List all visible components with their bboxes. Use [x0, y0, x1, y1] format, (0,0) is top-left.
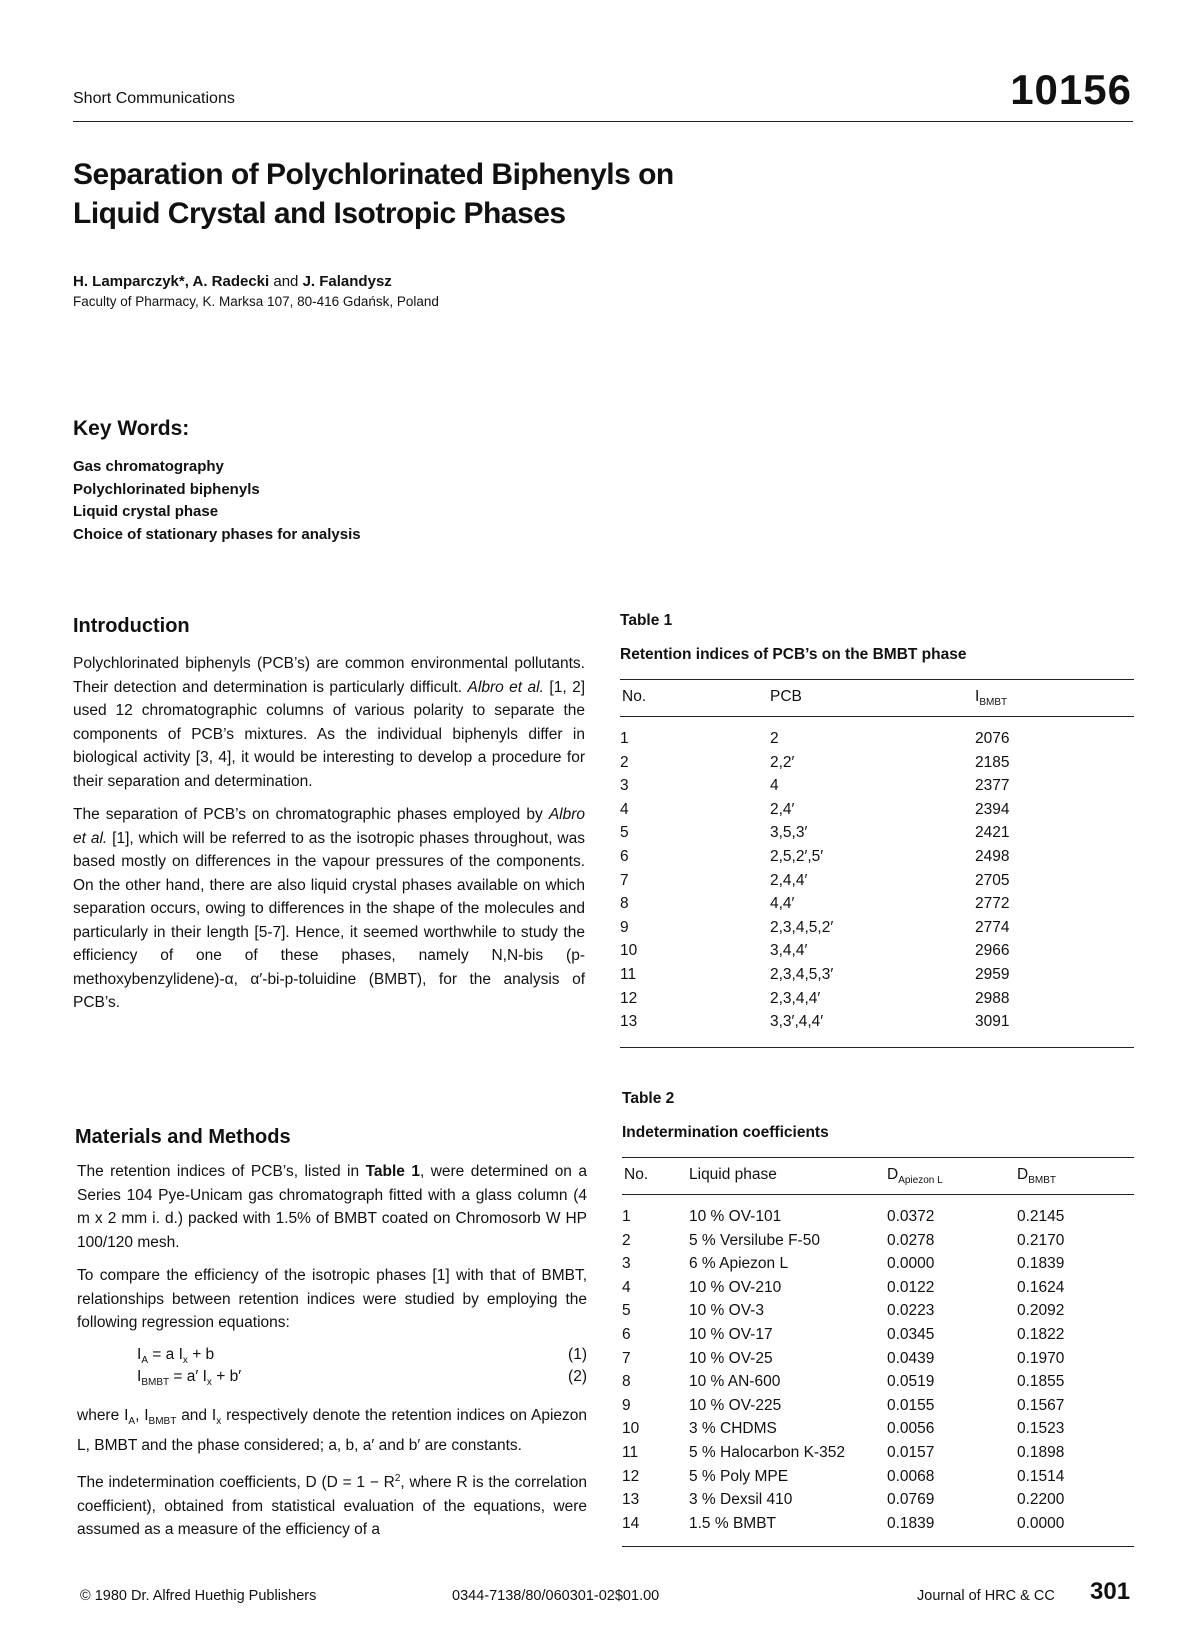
table1-row	[620, 751, 1095, 775]
table-cell: 0.0068	[887, 1467, 935, 1485]
table1-row	[620, 939, 1095, 963]
title-line-2: Liquid Crystal and Isotropic Phases	[73, 197, 566, 230]
table-cell: 0.1855	[1017, 1373, 1065, 1391]
table1-row	[620, 845, 1095, 869]
table1-row	[620, 916, 1095, 940]
table1-header-rule	[620, 716, 1134, 717]
affiliation: Faculty of Pharmacy, K. Marksa 107, 80-416 Gdańsk, Poland	[73, 294, 439, 309]
table-cell: 10 % OV-17	[689, 1325, 773, 1343]
table-cell: 0.0000	[1017, 1514, 1065, 1532]
table-cell: 0.0769	[887, 1491, 935, 1509]
table-cell: 5 % Poly MPE	[689, 1467, 789, 1485]
table-cell: 0.1839	[887, 1514, 935, 1532]
table1-col-pcb: PCB	[770, 688, 802, 705]
table-cell: 12	[622, 1467, 640, 1485]
table-cell: 2966	[975, 942, 1010, 960]
table-cell: 10 % OV-225	[689, 1396, 782, 1414]
table2-row	[622, 1229, 1117, 1253]
table-cell: 0.1970	[1017, 1349, 1065, 1367]
keyword-item: Gas chromatography	[73, 458, 224, 475]
table1-row	[620, 892, 1095, 916]
equation-2	[137, 1366, 587, 1394]
table2-col-dbmbt: $D_{BMBT}$	[1017, 1166, 1056, 1187]
table2-row	[622, 1417, 1117, 1441]
intro-paragraph-2: The separation of PCB’s on chromatographic phases employed by Albro et al. [1], which will be referred to as the isotropic phases throughout, was based mostly on differences in the vapour pressures of the components. On the other hand, there are also liquid crystal phases available on which separation occurs, owing to differences in the shape of the molecules and particularly in their length [5-7]. Hence, it seemed worthwhile to study the efficiency of one of these phases, namely N,N-bis (p-methoxybenzylidene)-α, α′-bi-p-toluidine (BMBT), for the analysis of PCB’s.	[73, 806, 585, 1011]
table2-row	[622, 1323, 1117, 1347]
table-cell: 10 % OV-3	[689, 1302, 764, 1320]
table1-row	[620, 987, 1095, 1011]
table-cell: 0.1567	[1017, 1396, 1065, 1414]
keyword-item: Polychlorinated biphenyls	[73, 480, 260, 498]
table1-bottom-rule	[620, 1047, 1134, 1048]
table2-row	[622, 1394, 1117, 1418]
methods-paragraph-4: The indetermination coefficients, D ($D = 1 - R^2$, where R is the correlation coefficient), obtained from statistical evaluation of the equations, were assumed as a measure of the efficiency of a	[77, 1473, 588, 1539]
footer-journal: Journal of HRC & CC	[917, 1588, 1055, 1604]
table-cell: 7	[622, 1349, 631, 1367]
table-cell: 5 % Versilube F-50	[689, 1231, 820, 1249]
table-cell: 0.2170	[1017, 1231, 1065, 1249]
equation-1-number: (1)	[568, 1346, 587, 1363]
table1-row	[620, 1010, 1095, 1034]
methods-body-cont	[77, 1404, 587, 1552]
table2-col-dapiezon: $D_{Apiezon L}$	[887, 1166, 943, 1187]
table-cell: 13	[620, 1013, 638, 1031]
table1-caption: Retention indices of PCB’s on the BMBT phase	[620, 646, 967, 663]
table-cell: 0.0056	[887, 1420, 935, 1438]
table-cell: 4	[770, 777, 779, 795]
keywords-list	[73, 456, 361, 546]
table-cell: 2076	[975, 730, 1010, 747]
equation-2-expr: $I_{BMBT} = a'$ $I_x + b'$	[137, 1368, 242, 1389]
table2-row	[622, 1276, 1117, 1300]
table-cell: 11	[622, 1443, 639, 1461]
table-cell: 3 % CHDMS	[689, 1420, 777, 1438]
table-cell: 2774	[975, 918, 1010, 936]
table1-row	[620, 774, 1095, 798]
authors	[73, 273, 392, 290]
table2-row	[622, 1465, 1117, 1489]
table-cell: 7	[620, 871, 629, 889]
table-cell: 0.0000	[887, 1255, 935, 1273]
table1-row	[620, 869, 1095, 893]
table-cell: 3,4,4′	[770, 942, 808, 960]
table-cell: 0.0345	[887, 1325, 935, 1343]
table-cell: 2,3,4,4′	[770, 989, 821, 1007]
table-cell: 2,2′	[770, 753, 795, 771]
table-cell: 2,3,4,5,3′	[770, 965, 834, 983]
methods-paragraph-1: The retention indices of PCB’s, listed in Table 1, were determined on a Series 104 Pye-Unicam gas chromatograph fitted with a glass column (4 m x 2 mm i. d.) packed with 1.5% of BMBT coated on Chromosorb W HP 100/120 mesh.	[77, 1163, 587, 1251]
author-group-2: J. Falandysz	[302, 273, 392, 290]
table-cell: 10 % OV-25	[689, 1349, 773, 1367]
footer-code: 0344-7138/80/060301-02$01.00	[452, 1588, 660, 1604]
table-cell: 3 % Dexsil 410	[689, 1491, 793, 1509]
table-cell: 3	[620, 777, 629, 795]
table-cell: 3,5,3′	[770, 824, 808, 842]
table-cell: 2705	[975, 871, 1010, 889]
table2-row	[622, 1347, 1117, 1371]
table-cell: 0.0155	[887, 1396, 935, 1414]
table-cell: 0.0278	[887, 1231, 935, 1249]
table-cell: 9	[622, 1396, 631, 1414]
table2-row	[622, 1441, 1117, 1465]
table-cell: 2394	[975, 800, 1010, 818]
table-cell: 4	[620, 800, 629, 818]
article-number: 10156	[1010, 66, 1132, 113]
methods-paragraph-2: To compare the efficiency of the isotropic phases [1] with that of BMBT, relationships between retention indices were studied by employing the following regression equations:	[77, 1267, 587, 1331]
table-cell: 2,5,2′,5′	[770, 847, 824, 865]
table-cell: 12	[620, 989, 638, 1007]
table2-caption: Indetermination coefficients	[622, 1124, 829, 1141]
table1-row	[620, 821, 1095, 845]
table-cell: 0.1523	[1017, 1420, 1065, 1438]
page-number: 301	[1090, 1578, 1131, 1605]
table-cell: 5 % Halocarbon K-352	[689, 1443, 845, 1461]
table2-col-no: No.	[624, 1166, 649, 1183]
table-cell: 0.0223	[887, 1302, 935, 1320]
table-cell: 14	[622, 1514, 640, 1532]
table-cell: 0.2145	[1017, 1208, 1065, 1225]
table-cell: 6	[620, 847, 629, 865]
methods-paragraph-3: where $I_A$, $I_{BMBT}$ and $I_x$ respectively denote the retention indices on Apiezon L, BMBT and the phase considered; a, b, a′ and b′ are constants.	[77, 1407, 588, 1454]
article-title	[73, 155, 873, 233]
table-cell: 10 % AN-600	[689, 1373, 781, 1391]
authors-and: and	[273, 273, 299, 290]
table-cell: 3,3′,4,4′	[770, 1013, 824, 1031]
table-cell: 0.0157	[887, 1443, 935, 1461]
table-cell: 2	[620, 753, 629, 771]
table-cell: 2,4′	[770, 800, 795, 818]
table1-top-rule	[620, 679, 1134, 680]
table1-col-no: No.	[622, 688, 647, 705]
table-cell: 0.1624	[1017, 1278, 1065, 1296]
table-cell: 10 % OV-101	[689, 1208, 782, 1225]
table-cell: 0.1822	[1017, 1325, 1065, 1343]
keyword-item: Choice of stationary phases for analysis	[73, 525, 361, 543]
running-header-section: Short Communications	[73, 90, 235, 107]
table-cell: 2959	[975, 965, 1010, 983]
table-cell: 0.0372	[887, 1208, 935, 1225]
table-cell: 4,4′	[770, 895, 795, 913]
table1-label: Table 1	[620, 612, 673, 629]
table-cell: 1.5 % BMBT	[689, 1514, 776, 1532]
table2-top-rule	[622, 1157, 1134, 1158]
introduction-body	[73, 652, 585, 1025]
intro-paragraph-1: Polychlorinated biphenyls (PCB’s) are common environmental pollutants. Their detection and determination is particularly difficult. Albro et al. [1, 2] used 12 chromatographic columns of various polarity to separate the components of PCB’s mixtures. As the individual biphenyls differ in biological activity [3, 4], it would be interesting to develop a procedure for their separation and determination.	[73, 655, 585, 790]
table-cell: 2421	[975, 824, 1010, 842]
table-cell: 10	[620, 942, 638, 960]
table-cell: 2,4,4′	[770, 871, 808, 889]
table-cell: 0.2200	[1017, 1491, 1065, 1509]
table-cell: 10 % OV-210	[689, 1278, 782, 1296]
table-cell: 1	[622, 1208, 631, 1225]
methods-heading: Materials and Methods	[75, 1126, 291, 1148]
table1-col-ibmbt: $I_{BMBT}$	[975, 688, 1008, 709]
table2-row	[622, 1488, 1117, 1512]
table-cell: 0.2092	[1017, 1302, 1065, 1320]
header-rule	[73, 121, 1133, 122]
table-cell: 9	[620, 918, 629, 936]
author-group-1: H. Lamparczyk*, A. Radecki	[73, 273, 270, 290]
introduction-heading: Introduction	[73, 615, 190, 637]
table-cell: 5	[622, 1302, 631, 1320]
table-cell: 5	[620, 824, 629, 842]
table-cell: 0.0122	[887, 1278, 935, 1296]
table2-label: Table 2	[622, 1090, 675, 1107]
title-line-1: Separation of Polychlorinated Biphenyls on	[73, 158, 674, 191]
table1-row	[620, 798, 1095, 822]
table-cell: 11	[620, 965, 637, 983]
table2-row	[622, 1299, 1117, 1323]
table2-row	[622, 1512, 1117, 1536]
table1-row	[620, 963, 1095, 987]
table-cell: 13	[622, 1491, 640, 1509]
table-cell: 0.1839	[1017, 1255, 1065, 1273]
table-cell: 2377	[975, 777, 1010, 795]
keyword-item: Liquid crystal phase	[73, 503, 219, 520]
methods-body	[77, 1160, 587, 1345]
table-cell: 0.1514	[1017, 1467, 1065, 1485]
table-cell: 2988	[975, 989, 1010, 1007]
table2-header-rule	[622, 1194, 1134, 1195]
table-cell: 0.0519	[887, 1373, 935, 1391]
table-cell: 3091	[975, 1013, 1010, 1031]
table2-row	[622, 1205, 1117, 1229]
footer-publisher: © 1980 Dr. Alfred Huethig Publishers	[80, 1588, 317, 1604]
table2-row	[622, 1252, 1117, 1276]
equation-1-expr: $I_A = a$ $I_x + b$	[137, 1346, 215, 1367]
table-cell: 3	[622, 1255, 631, 1273]
table2	[622, 1205, 1117, 1535]
table-cell: 6 % Apiezon L	[689, 1255, 789, 1273]
table1	[620, 727, 1095, 1034]
table1-row	[620, 727, 1095, 751]
table-cell: 0.0439	[887, 1349, 935, 1367]
table-cell: 4	[622, 1278, 631, 1296]
equation-2-number: (2)	[568, 1368, 587, 1385]
keywords-heading: Key Words:	[73, 417, 190, 440]
table-cell: 2185	[975, 753, 1010, 771]
table2-col-phase: Liquid phase	[689, 1166, 777, 1183]
table-cell: 10	[622, 1420, 640, 1438]
table-cell: 8	[622, 1373, 631, 1391]
table-cell: 2	[622, 1231, 631, 1249]
table-cell: 2,3,4,5,2′	[770, 918, 834, 936]
table-cell: 0.1898	[1017, 1443, 1065, 1461]
table2-row	[622, 1370, 1117, 1394]
table-cell: 1	[620, 730, 629, 747]
table2-bottom-rule	[622, 1546, 1134, 1547]
table-cell: 2	[770, 730, 779, 747]
table-cell: 6	[622, 1325, 631, 1343]
table-cell: 2498	[975, 847, 1010, 865]
table-cell: 8	[620, 895, 629, 913]
table-cell: 2772	[975, 895, 1010, 913]
